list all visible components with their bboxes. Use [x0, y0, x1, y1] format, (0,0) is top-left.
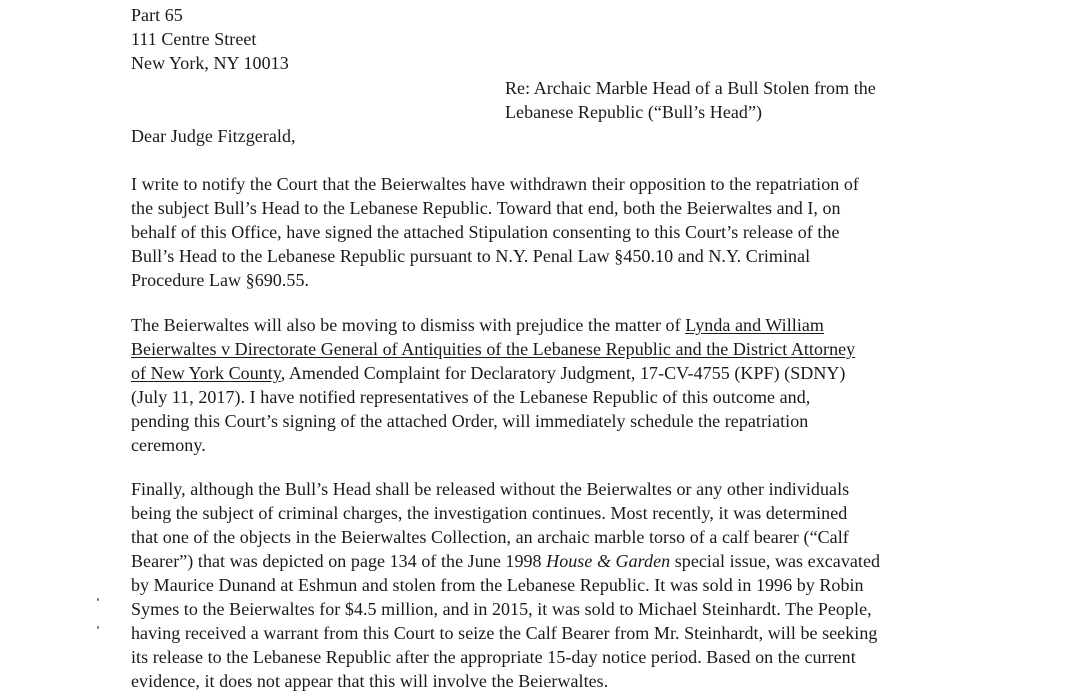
paragraph-1-line: Procedure Law §690.55.	[131, 270, 310, 290]
paragraph-3-text: Bearer”) that was depicted on page 134 of the June 1998	[131, 551, 547, 571]
paragraph-2-line	[131, 361, 845, 385]
re-line-2: Lebanese Republic (“Bull’s Head”)	[505, 102, 763, 122]
address-street: 111 Centre Street	[131, 29, 257, 49]
paragraph-2-text: , Amended Complaint for Declaratory Judgment, 17-CV-4755 (KPF) (SDNY)	[280, 363, 846, 383]
salutation: Dear Judge Fitzgerald,	[131, 126, 296, 146]
paragraph-3-text: special issue, was excavated	[670, 551, 881, 571]
scan-speck	[97, 598, 99, 601]
scan-speck	[97, 626, 99, 629]
paragraph-2-text: The Beierwaltes will also be moving to dismiss with prejudice the matter of	[131, 315, 686, 335]
paragraph-3-line: its release to the Lebanese Republic after the appropriate 15-day notice period. Based on the current	[131, 647, 856, 667]
paragraph-3-line: Finally, although the Bull’s Head shall be released without the Beierwaltes or any other individuals	[131, 479, 850, 499]
paragraph-2-line	[131, 313, 824, 337]
case-citation: Beierwaltes v Directorate General of Antiquities of the Lebanese Republic and the District Attorney	[131, 339, 856, 359]
case-citation: of New York County	[131, 363, 281, 383]
address-city: New York, NY 10013	[131, 53, 289, 73]
paragraph-3-line: having received a warrant from this Court to seize the Calf Bearer from Mr. Steinhardt, will be seeking	[131, 623, 878, 643]
address-part: Part 65	[131, 5, 183, 25]
paragraph-1-line: Bull’s Head to the Lebanese Republic pursuant to N.Y. Penal Law §450.10 and N.Y. Criminal	[131, 246, 811, 266]
paragraph-1-line: I write to notify the Court that the Beierwaltes have withdrawn their opposition to the repatriation of	[131, 174, 859, 194]
paragraph-1-line: the subject Bull’s Head to the Lebanese Republic. Toward that end, both the Beierwaltes and I, on	[131, 198, 841, 218]
paragraph-3-line: by Maurice Dunand at Eshmun and stolen from the Lebanese Republic. It was sold in 1996 by Robin	[131, 575, 864, 595]
paragraph-3-line: that one of the objects in the Beierwaltes Collection, an archaic marble torso of a calf bearer (“Calf	[131, 527, 849, 547]
paragraph-2-line: ceremony.	[131, 435, 206, 455]
paragraph-1-line: behalf of this Office, have signed the attached Stipulation consenting to this Court’s release of the	[131, 222, 840, 242]
paragraph-3-line: being the subject of criminal charges, the investigation continues. Most recently, it was determined	[131, 503, 848, 523]
publication-title: House & Garden	[546, 551, 671, 571]
paragraph-3-line	[131, 549, 880, 573]
re-line-1: Re: Archaic Marble Head of a Bull Stolen from the	[505, 78, 876, 98]
paragraph-3-line: evidence, it does not appear that this will involve the Beierwaltes.	[131, 671, 609, 691]
paragraph-3-line: Symes to the Beierwaltes for $4.5 million, and in 2015, it was sold to Michael Steinhardt. The People,	[131, 599, 872, 619]
paragraph-2-line: pending this Court’s signing of the attached Order, will immediately schedule the repatriation	[131, 411, 809, 431]
paragraph-2-line: (July 11, 2017). I have notified representatives of the Lebanese Republic of this outcome and,	[131, 387, 811, 407]
case-citation: Lynda and William	[685, 315, 824, 335]
